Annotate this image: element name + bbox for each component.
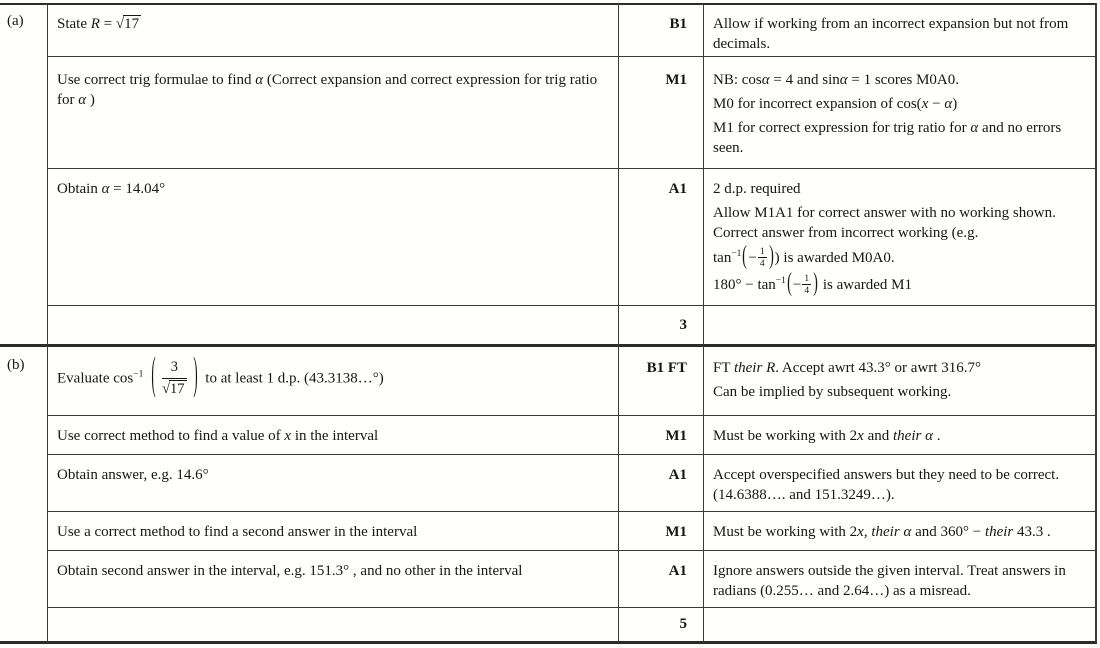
table-border-bottom — [0, 641, 1097, 644]
mark-cell: A1 — [668, 181, 687, 197]
answer-cell: Obtain α = 14.04° — [57, 181, 166, 197]
mark-cell: M1 — [665, 524, 687, 540]
guidance-cell: Accept overspecified answers but they need to be correct. (14.6388…. and 151.3249…). — [713, 467, 1060, 503]
part-label-a: (a) — [7, 13, 24, 29]
answer-cell: Use correct method to find a value of x in the interval — [57, 428, 379, 444]
row-line — [47, 607, 1096, 608]
subtotal-cell-a: 3 — [679, 316, 687, 333]
mark-cell: A1 — [668, 467, 687, 483]
mark-cell: A1 — [668, 563, 687, 579]
mark-cell: B1 — [669, 16, 687, 32]
answer-cell: Obtain answer, e.g. 14.6° — [57, 467, 209, 483]
guidance-cell: NB: cosα = 4 and sinα = 1 scores M0A0. M0 for incorrect expansion of cos(x − α) M1 for correct expression for trig ratio for α and no errors seen. — [713, 72, 1062, 156]
answer-cell: State R = √17 — [57, 16, 140, 32]
guidance-cell: Must be working with 2x and their α . — [713, 428, 941, 444]
mark-cell: M1 — [665, 72, 687, 88]
guidance-cell: Allow if working from an incorrect expansion but not from decimals. — [713, 16, 1069, 52]
answer-cell: Use correct trig formulae to find α (Correct expansion and correct expression for trig ratio for α ) — [57, 72, 598, 108]
subtotal-cell-b: 5 — [679, 616, 687, 632]
guidance-cell: Ignore answers outside the given interval. Treat answers in radians (0.255… and 2.64…) as a misread. — [713, 563, 1066, 599]
answer-cell: Evaluate $\cos^{-1}$ ( $\frac{3}{√17}$ ) to at least 1 d.p. (43.3138…°) — [57, 351, 384, 401]
mark-cell: B1 FT — [646, 360, 687, 376]
guidance-cell: 2 d.p. required Allow M1A1 for correct answer with no working shown. Correct answer from incorrect working (e.g. $\tan^{-1}(-$ $\frac{1}{4}$ )) is awarded M0A0. $180^\circ - \tan^{-1}(-$ $\frac{1}{4}$ ) is awarded M1 — [713, 181, 1056, 298]
guidance-cell: Must be working with 2x, their α and 360° − their 43.3 . — [713, 524, 1051, 540]
table-border-right — [1095, 3, 1097, 643]
mark-cell: M1 — [665, 428, 687, 444]
part-label-b: (b) — [7, 357, 25, 373]
answer-cell: Use a correct method to find a second answer in the interval — [57, 524, 418, 540]
guidance-cell: FT their R. Accept awrt 43.3° or awrt 316.7° Can be implied by subsequent working. — [713, 360, 981, 400]
row-line — [47, 305, 1096, 306]
answer-cell: Obtain second answer in the interval, e.g. 151.3° , and no other in the interval — [57, 563, 523, 579]
